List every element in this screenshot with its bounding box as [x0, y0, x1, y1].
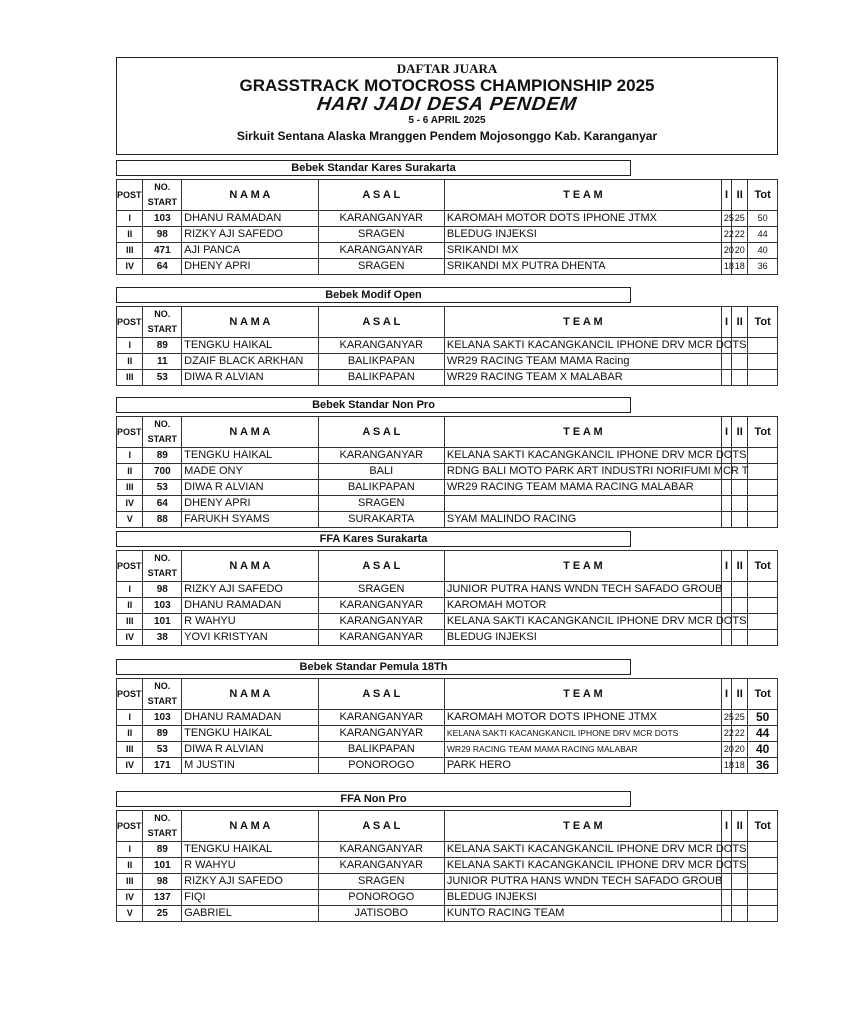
total-cell: [748, 448, 778, 464]
round-1-cell: [721, 480, 731, 496]
position-cell: II: [117, 464, 143, 480]
team-cell: KELANA SAKTI KACANGKANCIL IPHONE DRV MCR DOTS: [444, 338, 721, 354]
team-cell: WR29 RACING TEAM MAMA Racing: [444, 354, 721, 370]
team-cell: RDNG BALI MOTO PARK ART INDUSTRI NORIFUMI MCR T: [444, 464, 721, 480]
round-2-cell: [732, 874, 748, 890]
position-cell: II: [117, 726, 143, 742]
table-row: [117, 614, 778, 630]
origin-cell: SURAKARTA: [318, 512, 444, 528]
rider-name-cell: TENGKU HAIKAL: [182, 726, 318, 742]
results-table: [116, 179, 778, 275]
position-cell: I: [117, 710, 143, 726]
total-cell: 50: [748, 211, 778, 227]
origin-cell: SRAGEN: [318, 227, 444, 243]
document-header: [116, 57, 778, 155]
column-header-start-number: NO. START: [143, 811, 182, 842]
column-header-round-1: I: [721, 811, 731, 842]
rider-name-cell: YOVI KRISTYAN: [182, 630, 318, 646]
origin-cell: KARANGANYAR: [318, 630, 444, 646]
start-number-cell: 103: [143, 710, 182, 726]
total-cell: [748, 354, 778, 370]
column-header-start-number: NO. START: [143, 679, 182, 710]
rider-name-cell: DIWA R ALVIAN: [182, 370, 318, 386]
origin-cell: BALIKPAPAN: [318, 354, 444, 370]
round-2-cell: 25: [732, 211, 748, 227]
origin-cell: KARANGANYAR: [318, 842, 444, 858]
team-cell: JUNIOR PUTRA HANS WNDN TECH SAFADO GROUB: [444, 874, 721, 890]
origin-cell: PONOROGO: [318, 758, 444, 774]
table-row: [117, 211, 778, 227]
column-header-origin: A S A L: [318, 551, 444, 582]
origin-cell: JATISOBO: [318, 906, 444, 922]
team-cell: BLEDUG INJEKSI: [444, 890, 721, 906]
start-number-cell: 700: [143, 464, 182, 480]
rider-name-cell: R WAHYU: [182, 858, 318, 874]
start-number-cell: 88: [143, 512, 182, 528]
start-number-cell: 89: [143, 338, 182, 354]
origin-cell: SRAGEN: [318, 259, 444, 275]
section-title: Bebek Standar Non Pro: [116, 397, 631, 413]
results-table: [116, 810, 778, 922]
total-cell: 40: [748, 742, 778, 758]
championship-title: GRASSTRACK MOTOCROSS CHAMPIONSHIP 2025: [239, 76, 655, 95]
table-row: [117, 370, 778, 386]
rider-name-cell: TENGKU HAIKAL: [182, 448, 318, 464]
total-cell: [748, 338, 778, 354]
section-title: FFA Non Pro: [116, 791, 631, 807]
origin-cell: SRAGEN: [318, 874, 444, 890]
total-cell: [748, 598, 778, 614]
table-row: [117, 259, 778, 275]
column-header-start-number: NO. START: [143, 180, 182, 211]
results-table: [116, 306, 778, 386]
column-header-team: T E A M: [444, 417, 721, 448]
round-2-cell: 18: [732, 758, 748, 774]
start-number-cell: 64: [143, 496, 182, 512]
column-header-position: POST: [117, 307, 143, 338]
total-cell: [748, 512, 778, 528]
column-header-round-2: II: [732, 307, 748, 338]
round-1-cell: 20: [721, 742, 731, 758]
team-cell: JUNIOR PUTRA HANS WNDN TECH SAFADO GROUB: [444, 582, 721, 598]
table-row: [117, 338, 778, 354]
event-venue: Sirkuit Sentana Alaska Mranggen Pendem Mojosonggo Kab. Karanganyar: [236, 129, 658, 143]
column-header-total: Tot: [748, 811, 778, 842]
table-row: [117, 227, 778, 243]
round-2-cell: 22: [732, 227, 748, 243]
position-cell: I: [117, 582, 143, 598]
column-header-team: T E A M: [444, 307, 721, 338]
table-row: [117, 582, 778, 598]
table-row: [117, 480, 778, 496]
results-table: [116, 678, 778, 774]
rider-name-cell: M JUSTIN: [182, 758, 318, 774]
team-cell: KAROMAH MOTOR: [444, 598, 721, 614]
round-1-cell: 18: [721, 259, 731, 275]
column-header-start-number: NO. START: [143, 417, 182, 448]
column-header-rider-name: N A M A: [182, 811, 318, 842]
section-title: Bebek Standar Pemula 18Th: [116, 659, 631, 675]
team-cell: PARK HERO: [444, 758, 721, 774]
section-title: Bebek Standar Kares Surakarta: [116, 160, 631, 176]
total-cell: 50: [748, 710, 778, 726]
team-cell: KELANA SAKTI KACANGKANCIL IPHONE DRV MCR DOTS: [444, 858, 721, 874]
round-1-cell: [721, 906, 731, 922]
total-cell: 36: [748, 758, 778, 774]
round-1-cell: 20: [721, 243, 731, 259]
start-number-cell: 89: [143, 842, 182, 858]
rider-name-cell: TENGKU HAIKAL: [182, 338, 318, 354]
rider-name-cell: DIWA R ALVIAN: [182, 480, 318, 496]
column-header-start-number: NO. START: [143, 551, 182, 582]
team-cell: KELANA SAKTI KACANGKANCIL IPHONE DRV MCR DOTS: [444, 842, 721, 858]
rider-name-cell: DHANU RAMADAN: [182, 211, 318, 227]
team-cell: [444, 496, 721, 512]
column-header-position: POST: [117, 679, 143, 710]
table-row: [117, 858, 778, 874]
position-cell: II: [117, 354, 143, 370]
table-header-row: [117, 307, 778, 338]
column-header-origin: A S A L: [318, 811, 444, 842]
section-title: FFA Kares Surakarta: [116, 531, 631, 547]
rider-name-cell: FIQI: [182, 890, 318, 906]
column-header-round-1: I: [721, 551, 731, 582]
round-2-cell: [732, 354, 748, 370]
team-cell: KAROMAH MOTOR DOTS IPHONE JTMX: [444, 710, 721, 726]
origin-cell: KARANGANYAR: [318, 726, 444, 742]
round-1-cell: [721, 496, 731, 512]
round-1-cell: [721, 512, 731, 528]
position-cell: I: [117, 211, 143, 227]
team-cell: SRIKANDI MX: [444, 243, 721, 259]
position-cell: II: [117, 858, 143, 874]
section-title: Bebek Modif Open: [116, 287, 631, 303]
position-cell: II: [117, 227, 143, 243]
table-row: [117, 742, 778, 758]
position-cell: I: [117, 842, 143, 858]
column-header-team: T E A M: [444, 180, 721, 211]
table-header-row: [117, 417, 778, 448]
start-number-cell: 98: [143, 227, 182, 243]
round-2-cell: 25: [732, 710, 748, 726]
round-1-cell: 22: [721, 227, 731, 243]
start-number-cell: 89: [143, 448, 182, 464]
origin-cell: KARANGANYAR: [318, 448, 444, 464]
total-cell: 44: [748, 227, 778, 243]
total-cell: [748, 464, 778, 480]
team-cell: WR29 RACING TEAM MAMA RACING MALABAR: [444, 742, 721, 758]
position-cell: I: [117, 448, 143, 464]
column-header-rider-name: N A M A: [182, 307, 318, 338]
column-header-round-2: II: [732, 811, 748, 842]
rider-name-cell: MADE ONY: [182, 464, 318, 480]
round-1-cell: 25: [721, 710, 731, 726]
round-2-cell: [732, 890, 748, 906]
origin-cell: KARANGANYAR: [318, 598, 444, 614]
start-number-cell: 101: [143, 858, 182, 874]
origin-cell: KARANGANYAR: [318, 614, 444, 630]
round-2-cell: 20: [732, 243, 748, 259]
team-cell: WR29 RACING TEAM X MALABAR: [444, 370, 721, 386]
position-cell: III: [117, 874, 143, 890]
column-header-team: T E A M: [444, 811, 721, 842]
origin-cell: SRAGEN: [318, 582, 444, 598]
start-number-cell: 53: [143, 480, 182, 496]
origin-cell: BALIKPAPAN: [318, 370, 444, 386]
round-1-cell: [721, 890, 731, 906]
position-cell: V: [117, 512, 143, 528]
rider-name-cell: DHANU RAMADAN: [182, 598, 318, 614]
team-cell: SRIKANDI MX PUTRA DHENTA: [444, 259, 721, 275]
total-cell: [748, 858, 778, 874]
round-1-cell: [721, 582, 731, 598]
team-cell: KELANA SAKTI KACANGKANCIL IPHONE DRV MCR DOTS: [444, 614, 721, 630]
round-2-cell: [732, 512, 748, 528]
column-header-rider-name: N A M A: [182, 417, 318, 448]
rider-name-cell: DIWA R ALVIAN: [182, 742, 318, 758]
results-table: [116, 550, 778, 646]
column-header-total: Tot: [748, 679, 778, 710]
rider-name-cell: R WAHYU: [182, 614, 318, 630]
total-cell: [748, 842, 778, 858]
column-header-rider-name: N A M A: [182, 551, 318, 582]
round-1-cell: [721, 630, 731, 646]
header-title: DAFTAR JUARA: [396, 61, 498, 76]
results-table: [116, 416, 778, 528]
position-cell: II: [117, 598, 143, 614]
table-row: [117, 842, 778, 858]
start-number-cell: 53: [143, 370, 182, 386]
rider-name-cell: RIZKY AJI SAFEDO: [182, 874, 318, 890]
round-2-cell: 22: [732, 726, 748, 742]
position-cell: I: [117, 338, 143, 354]
position-cell: IV: [117, 630, 143, 646]
position-cell: III: [117, 370, 143, 386]
origin-cell: BALI: [318, 464, 444, 480]
column-header-start-number: NO. START: [143, 307, 182, 338]
table-row: [117, 448, 778, 464]
table-header-row: [117, 679, 778, 710]
column-header-position: POST: [117, 811, 143, 842]
round-1-cell: [721, 874, 731, 890]
column-header-round-1: I: [721, 307, 731, 338]
origin-cell: KARANGANYAR: [318, 211, 444, 227]
table-row: [117, 906, 778, 922]
start-number-cell: 101: [143, 614, 182, 630]
total-cell: [748, 906, 778, 922]
round-1-cell: 25: [721, 211, 731, 227]
table-row: [117, 630, 778, 646]
table-row: [117, 496, 778, 512]
round-2-cell: [732, 480, 748, 496]
position-cell: III: [117, 614, 143, 630]
total-cell: [748, 614, 778, 630]
round-1-cell: [721, 598, 731, 614]
round-2-cell: [732, 630, 748, 646]
start-number-cell: 11: [143, 354, 182, 370]
origin-cell: KARANGANYAR: [318, 338, 444, 354]
rider-name-cell: DHENY APRI: [182, 259, 318, 275]
position-cell: III: [117, 480, 143, 496]
column-header-origin: A S A L: [318, 180, 444, 211]
table-row: [117, 464, 778, 480]
column-header-total: Tot: [748, 180, 778, 211]
column-header-origin: A S A L: [318, 679, 444, 710]
round-2-cell: [732, 598, 748, 614]
team-cell: KELANA SAKTI KACANGKANCIL IPHONE DRV MCR DOTS: [444, 448, 721, 464]
table-row: [117, 512, 778, 528]
table-row: [117, 598, 778, 614]
rider-name-cell: FARUKH SYAMS: [182, 512, 318, 528]
total-cell: [748, 630, 778, 646]
rider-name-cell: RIZKY AJI SAFEDO: [182, 227, 318, 243]
column-header-total: Tot: [748, 307, 778, 338]
round-2-cell: 18: [732, 259, 748, 275]
start-number-cell: 98: [143, 582, 182, 598]
column-header-round-2: II: [732, 551, 748, 582]
column-header-round-2: II: [732, 180, 748, 211]
round-1-cell: [721, 354, 731, 370]
position-cell: III: [117, 742, 143, 758]
position-cell: III: [117, 243, 143, 259]
position-cell: IV: [117, 496, 143, 512]
column-header-total: Tot: [748, 551, 778, 582]
round-1-cell: 22: [721, 726, 731, 742]
start-number-cell: 103: [143, 598, 182, 614]
total-cell: [748, 874, 778, 890]
team-cell: KUNTO RACING TEAM: [444, 906, 721, 922]
round-2-cell: [732, 370, 748, 386]
position-cell: V: [117, 906, 143, 922]
position-cell: IV: [117, 259, 143, 275]
origin-cell: KARANGANYAR: [318, 243, 444, 259]
column-header-rider-name: N A M A: [182, 180, 318, 211]
start-number-cell: 137: [143, 890, 182, 906]
origin-cell: SRAGEN: [318, 496, 444, 512]
rider-name-cell: TENGKU HAIKAL: [182, 842, 318, 858]
column-header-round-1: I: [721, 417, 731, 448]
column-header-round-1: I: [721, 180, 731, 211]
rider-name-cell: RIZKY AJI SAFEDO: [182, 582, 318, 598]
table-row: [117, 758, 778, 774]
column-header-total: Tot: [748, 417, 778, 448]
round-2-cell: [732, 496, 748, 512]
start-number-cell: 171: [143, 758, 182, 774]
rider-name-cell: DZAIF BLACK ARKHAN: [182, 354, 318, 370]
start-number-cell: 25: [143, 906, 182, 922]
table-row: [117, 726, 778, 742]
start-number-cell: 53: [143, 742, 182, 758]
total-cell: 40: [748, 243, 778, 259]
team-cell: BLEDUG INJEKSI: [444, 227, 721, 243]
column-header-origin: A S A L: [318, 307, 444, 338]
table-row: [117, 354, 778, 370]
start-number-cell: 98: [143, 874, 182, 890]
table-row: [117, 243, 778, 259]
round-1-cell: [721, 370, 731, 386]
team-cell: KELANA SAKTI KACANGKANCIL IPHONE DRV MCR DOTS: [444, 726, 721, 742]
table-header-row: [117, 811, 778, 842]
column-header-rider-name: N A M A: [182, 679, 318, 710]
round-2-cell: [732, 906, 748, 922]
team-cell: WR29 RACING TEAM MAMA RACING MALABAR: [444, 480, 721, 496]
table-header-row: [117, 551, 778, 582]
event-title: HARI JADI DESA PENDEM: [315, 94, 579, 115]
origin-cell: BALIKPAPAN: [318, 742, 444, 758]
total-cell: [748, 496, 778, 512]
total-cell: 36: [748, 259, 778, 275]
column-header-round-2: II: [732, 417, 748, 448]
team-cell: BLEDUG INJEKSI: [444, 630, 721, 646]
round-2-cell: 20: [732, 742, 748, 758]
column-header-origin: A S A L: [318, 417, 444, 448]
table-header-row: [117, 180, 778, 211]
rider-name-cell: AJI PANCA: [182, 243, 318, 259]
column-header-position: POST: [117, 180, 143, 211]
total-cell: 44: [748, 726, 778, 742]
origin-cell: KARANGANYAR: [318, 858, 444, 874]
start-number-cell: 38: [143, 630, 182, 646]
column-header-round-1: I: [721, 679, 731, 710]
position-cell: IV: [117, 890, 143, 906]
origin-cell: PONOROGO: [318, 890, 444, 906]
total-cell: [748, 480, 778, 496]
total-cell: [748, 890, 778, 906]
table-row: [117, 890, 778, 906]
column-header-position: POST: [117, 417, 143, 448]
total-cell: [748, 370, 778, 386]
start-number-cell: 64: [143, 259, 182, 275]
column-header-position: POST: [117, 551, 143, 582]
event-date: 5 - 6 APRIL 2025: [408, 115, 486, 126]
team-cell: SYAM MALINDO RACING: [444, 512, 721, 528]
total-cell: [748, 582, 778, 598]
round-2-cell: [732, 582, 748, 598]
rider-name-cell: DHANU RAMADAN: [182, 710, 318, 726]
start-number-cell: 103: [143, 211, 182, 227]
origin-cell: BALIKPAPAN: [318, 480, 444, 496]
table-row: [117, 874, 778, 890]
table-row: [117, 710, 778, 726]
column-header-round-2: II: [732, 679, 748, 710]
origin-cell: KARANGANYAR: [318, 710, 444, 726]
rider-name-cell: GABRIEL: [182, 906, 318, 922]
rider-name-cell: DHENY APRI: [182, 496, 318, 512]
round-1-cell: 18: [721, 758, 731, 774]
column-header-team: T E A M: [444, 679, 721, 710]
column-header-team: T E A M: [444, 551, 721, 582]
position-cell: IV: [117, 758, 143, 774]
start-number-cell: 471: [143, 243, 182, 259]
team-cell: KAROMAH MOTOR DOTS IPHONE JTMX: [444, 211, 721, 227]
start-number-cell: 89: [143, 726, 182, 742]
